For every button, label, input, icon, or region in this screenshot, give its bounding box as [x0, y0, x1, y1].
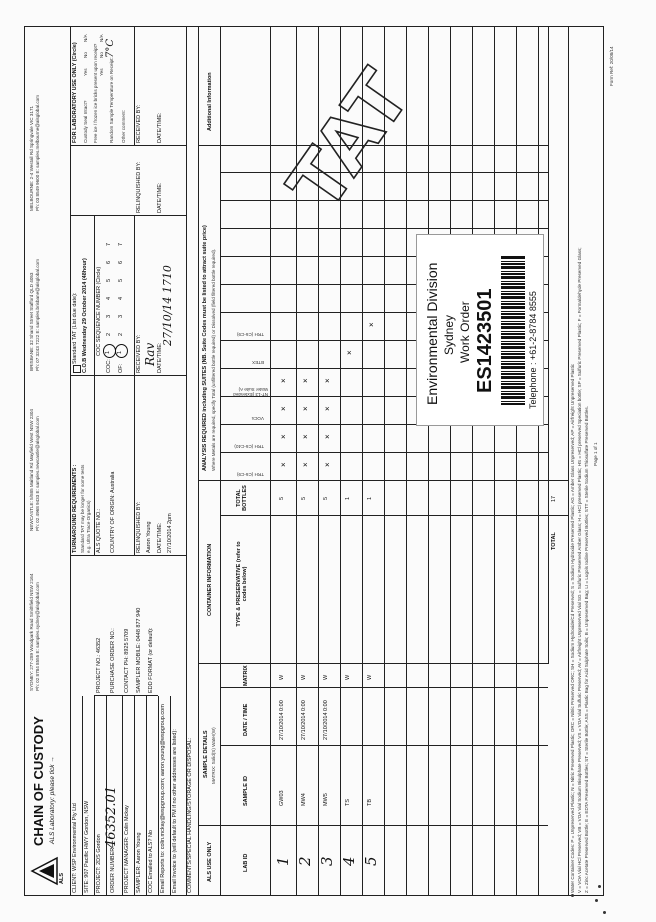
- container-codes: Water Container Codes: P = Unpreserved Plastic; N = Nitric Preserved Plastic; ORC = Nitric Preserved ORC; SH = Sodium Hydroxide/Cd Preserved; S = Sodium Hydroxide Preserved Plastic; AG = Amber Glass Unpreserved; AP = Airfreight Unpreserved Plastic: [570, 363, 575, 893]
- date-time-label: DATE/TIME:: [157, 522, 163, 553]
- container-info: CONTAINER INFORMATION: [207, 543, 213, 616]
- standard-tat-label: Standard TAT (List due date):: [72, 292, 78, 364]
- sampler: SAMPLER: Aaron Young: [136, 832, 142, 893]
- stamp-work-order: ES1423501: [474, 288, 496, 393]
- order-number-handwritten: 46352.01: [104, 785, 119, 848]
- coc-emailed: COC Emailed to ALS? No: [148, 830, 154, 893]
- stamp-division: Environmental Division: [424, 262, 440, 405]
- project: PROJECT: 2DS Gordon: [96, 834, 102, 893]
- contact-ph: CONTACT PH: 8925 5709: [124, 628, 130, 693]
- lab-use-block: FOR LABORATORY USE ONLY (Circle) Custody Seal Intact? Yes No N/A Free ice / frozen ice bricks present upon receipt? Yes No N/A Random Sample Temperature on Receipt: 7°C Other comment: RECEIVED BY: DATE/TIME:: [70, 26, 186, 146]
- turnaround-block: TURNAROUND REQUIREMENTS : Standard TAT may be longer for some tests e.g. Ultra Trace Organics) ALS QUOTE NO.: COUNTRY OF ORIGIN: Australia RELINQUISHED BY: Aaron Young DATE/TIME: 27/10/2014 2pm: [70, 376, 186, 556]
- analysis-col-6: TRH (C6-C9): [236, 332, 264, 337]
- als-quote: ALS QUOTE NO.:: [96, 508, 102, 553]
- relinquish-block-2: RELINQUISHED BY: DATE/TIME:: [70, 146, 186, 216]
- sample-id: GW03: [279, 790, 285, 806]
- total-value: 17: [551, 495, 557, 502]
- lab-id: 1: [274, 856, 292, 866]
- matrix: W: [323, 674, 329, 680]
- lab-id: 3: [318, 856, 336, 866]
- project-manager: PROJECT MANAGER: Colin Mckay: [124, 805, 130, 893]
- analysis-mark: ×: [301, 434, 310, 439]
- analysis-mark: ×: [323, 378, 332, 383]
- barcode: [501, 255, 525, 405]
- analysis-mark: ×: [301, 406, 310, 411]
- als-logo: [30, 856, 60, 886]
- sample-id: TB: [367, 798, 373, 806]
- analysis-mark: ×: [279, 378, 288, 383]
- als-use-only: ALS USE ONLY: [207, 841, 213, 882]
- relinquished-by-label: RELINQUISHED BY:: [136, 501, 142, 553]
- standard-tat-checkbox[interactable]: [73, 365, 81, 373]
- chain-of-custody-form: ALS CHAIN OF CUSTODY ALS Laboratory: please tick → SYDNEY: 277-289 Woodpark Road Smithfield NSW 2164 Ph: 02 8784 8555 E: samples.sydney@alsglobal.com NEWCASTLE: 5/585 Maitland Rd Mayfield West NSW 2304 Ph: 02 4968 9433 E: samples.newcastle@alsglobal.com BRISBANE: 32 Shand Street Stafford QLD 4053 Ph: 07 3243 7222 E: samples.brisbane@alsglobal.com MELBOURNE: 2-4 Westall Rd Springvale VIC 3171 Ph: 03 8549 9600 E: samples.melbourne@alsglobal.com CLIENT: WSP Environmental Pty Ltd SITE: 907 Pacific HWY Gordon, NSW PROJECT: 2DS Gordon ORDER NUMBER: 46352.01 PROJECT MANAGER: Colin Mckay SAMPLER: Aaron Young COC Emailed to ALS? No Email Reports to: colin.mckay@wspgroup.com; aaron.young@wspgroup.com Email Invoice to (will default to PM if no other addresses are listed): PROJECT NO.: 46352 PURCHASE ORDER NO.: CONTACT PH: 8925 5709 SAMPLER MOBILE: 0448 877 940 EDD FORMAT (or default): TURNAROUND REQUIREMENTS : Standard TAT may be longer for some tests e.g. Ultra Trace Organics) ALS QUOTE NO.: COUNTRY OF ORIGIN: Australia RELINQUISHED BY: Aaron Young DATE/TIME: 27/10/2014 2pm Standard TAT (List due date): C.O.B Wednesday 29 October 2014 (48hour) COC SEQUENCE NUMBER (Circle) COC: OF: 1 2 3 4 5 6 7 1 2 3 4 5 6 7 RECEIVED BY: Rav DATE/TIME: 27/10/14 1710 RELINQUISHED BY: DATE/TIME: FOR LABORATORY USE ONLY (Circle) Custody Seal Intact? Yes No N/A Free ice / frozen ice bricks present upon receipt? Yes No N/A Random Sample Temperature on Receipt: 7°C Other comment: RECEIVED BY: DATE/TIME: COMMENTS/SPECIAL HANDLING/STORAGE OR DISPOSAL: ALS USE ONLY SAMPLE DETAILS MATRIX: Solid(S) Water(W) CONTAINER INFORMATION ANALYSIS REQUIRED including SUITES (NB. Suite Codes must be listed to attract suite price) Where Metals are required, specify Total (unfiltered bottle required) or Dissolved (field filtered bottle required). Additional Information LAB ID SAMPLE ID DATE / TIME MATRIX TYPE & PRESERVATIVE (refer to codes below) TOTAL BOTTLES TRH (C6-C9) TRH (C6-C40) VOCs NT-13 (Extended Water Suite A) BTEX TRH (C6-C9) 1 GW03 27/10/2014 0:00 W 5 × × × × 2 MW4 27/10/2014 0:00 W 5 × × × × 3 MW5 27/10/2014 0:00 W 5 × × × × 4 TS W 1 × 5 TB W 1 × TOTAL 17 Water Container Codes: P = Unpreserved Plastic; N = Nitric Preserved Plastic; ORC = Nitric Preserved ORC; SH = Sodium Hydroxide/Cd Preserved; S = Sodium Hydroxide Preserved Plastic; AG = Amber Glass Unpreserved; AP = Airfreight Unpreserved Plastic V = VOA Vial HCl Preserved; VB = VOA Vial Sodium Bisulphate Preserved; VS = VOA Vial Sulfuric Preserved; AV = Airfreight Unpreserved Vial SG = Sulfuric Preserved Amber Glass; H = HCl preserved Plastic; HS = HCl preserved Speciation bottle; SP = Sulfuric Preserved Plastic; F = Formaldehyde Preserved Glass; Z = Zinc Acetate Preserved Bottle; E = EDTA Preserved Bottles; ST = Sterile Bottle; ASS = Plastic Bag for Acid Sulphate Soils; B = Unpreserved Bag; LI = Lugols Iodine Preserved Bottles; STT = Sterile Sodium Thiosulfate Preserved Bottles. Page 1 of 1 Form Ref: 20/08/14 Environmental Division Sydney Work Order ES1423501 Telephone : +61-2-8784 8555 TAT: [24, 26, 624, 896]
- edd-format: EDD FORMAT (or default):: [148, 627, 154, 693]
- temperature-value: 7°C: [105, 38, 116, 58]
- bottle-count: 1: [367, 496, 373, 500]
- analysis-mark: ×: [279, 462, 288, 467]
- analysis-mark: ×: [345, 350, 354, 355]
- lab-id: 5: [362, 856, 380, 866]
- email-reports: Email Reports to: colin.mckay@wspgroup.com; aaron.young@wspgroup.com: [160, 704, 166, 893]
- analysis-title: ANALYSIS REQUIRED including SUITES (NB. Suite Codes must be listed to attract suite price): [202, 225, 208, 471]
- form-ref: Form Ref: 20/08/14: [609, 46, 614, 86]
- analysis-mark: ×: [367, 322, 376, 327]
- matrix: W: [301, 674, 307, 680]
- lab-use-title: FOR LABORATORY USE ONLY (Circle): [72, 42, 78, 143]
- sample-datetime: 27/10/2014 0:00: [279, 700, 285, 740]
- relinquished-datetime: 27/10/2014 2pm: [167, 513, 173, 553]
- sample-details: SAMPLE DETAILS: [203, 730, 209, 778]
- country-origin: COUNTRY OF ORIGIN: Australia: [110, 471, 116, 553]
- stamp-telephone: Telephone : +61-2-8784 8555: [528, 291, 538, 409]
- analysis-mark: ×: [323, 406, 332, 411]
- coc-sequence-label: COC SEQUENCE NUMBER (Circle): [96, 266, 102, 356]
- lab-addresses: SYDNEY: 277-289 Woodpark Road Smithfield NSW 2164 Ph: 02 8784 8555 E: samples.sydney@alsglobal.com NEWCASTLE: 5/585 Maitland Rd Mayfield West NSW 2304 Ph: 02 4968 9433 E: samples.newcastle@alsglobal.com BRISBANE: 32 Shand Street Stafford QLD 4053 Ph: 07 3243 7222 E: samples.brisbane@alsglobal.com MELBOURNE: 2-4 Westall Rd Springvale VIC 3171 Ph: 03 8549 9600 E: samples.melbourne@alsglobal.com: [29, 94, 40, 691]
- turnaround-title: TURNAROUND REQUIREMENTS :: [72, 464, 78, 553]
- tat-block: Standard TAT (List due date): C.O.B Wednesday 29 October 2014 (48hour) COC SEQUENCE NUMBER (Circle) COC: OF: 1 2 3 4 5 6 7 1 2 3 4 5 6 7 RECEIVED BY: Rav DATE/TIME: 27/10/14 1710: [70, 216, 186, 376]
- sample-datetime: 27/10/2014 0:00: [301, 700, 307, 740]
- email-invoice: Email Invoice to (will default to PM if no other addresses are listed):: [172, 729, 178, 893]
- col-matrix: MATRIX: [243, 665, 249, 686]
- analysis-mark: ×: [301, 462, 310, 467]
- stamp-city: Sydney: [442, 314, 456, 355]
- analysis-mark: ×: [279, 434, 288, 439]
- site: SITE: 907 Pacific HWY Gordon, NSW: [84, 800, 90, 893]
- matrix: W: [345, 674, 351, 680]
- stamp-work-order-label: Work Order: [458, 301, 472, 363]
- lab-id: 2: [296, 856, 314, 866]
- tat-handwritten: TAT: [272, 55, 427, 226]
- lab-id: 4: [340, 856, 358, 866]
- coc-sequence-numbers: 1 2 3 4 5 6 7 1 2 3 4 5 6 7: [106, 224, 130, 354]
- page-number: Page 1 of 1: [593, 442, 598, 466]
- relinquished-name: Aaron Young: [146, 521, 152, 553]
- bottle-count: 5: [279, 496, 285, 500]
- col-type-preservative: TYPE & PRESERVATIVE (refer to codes below): [236, 541, 248, 627]
- analysis-mark: ×: [301, 378, 310, 383]
- sampler-mobile: SAMPLER MOBILE: 0448 877 940: [136, 607, 142, 693]
- due-date: C.O.B Wednesday 29 October 2014 (48hour): [82, 258, 88, 373]
- col-lab-id: LAB ID: [243, 853, 249, 872]
- page-title: CHAIN OF CUSTODY: [31, 716, 46, 846]
- analysis-mark: ×: [323, 462, 332, 467]
- analysis-mark: ×: [323, 434, 332, 439]
- received-datetime-handwritten: 27/10/14 1710: [161, 265, 174, 346]
- matrix: W: [279, 674, 285, 680]
- client-name: CLIENT: WSP Environmental Pty Ltd: [72, 803, 78, 893]
- sample-datetime: 27/10/2014 0:00: [323, 700, 329, 740]
- circle-mark: [115, 344, 128, 358]
- col-sample-id: SAMPLE ID: [243, 776, 249, 806]
- work-order-stamp: [416, 234, 544, 426]
- sample-id: TS: [345, 798, 351, 806]
- page-subtitle: ALS Laboratory: please tick →: [49, 756, 56, 844]
- analysis-col-1: TRH (C6-C9): [236, 472, 264, 477]
- bottle-count: 1: [345, 496, 351, 500]
- client-info-middle: [70, 556, 186, 696]
- bottle-count: 5: [301, 496, 307, 500]
- analysis-col-5: BTEX: [252, 360, 264, 365]
- col-date-time: DATE / TIME: [243, 703, 249, 736]
- comments: COMMENTS/SPECIAL HANDLING/STORAGE OR DISPOSAL:: [187, 737, 193, 893]
- analysis-mark: ×: [279, 406, 288, 411]
- received-by-label: RECEIVED BY:: [136, 334, 142, 373]
- total-label: TOTAL: [551, 532, 557, 550]
- purchase-order: PURCHASE ORDER NO.:: [110, 628, 116, 693]
- analysis-col-4: NT-13 (Extended Water Suite A): [233, 387, 268, 397]
- logo-text: ALS: [59, 873, 65, 884]
- order-number-label: ORDER NUMBER:: [110, 846, 116, 893]
- sample-id: MW5: [323, 793, 329, 806]
- matrix: W: [367, 674, 373, 680]
- col-total-bottles: TOTAL BOTTLES: [236, 485, 248, 511]
- additional-info: Additional Information: [207, 72, 213, 131]
- analysis-col-3: VOCs: [251, 416, 264, 421]
- received-signature: Rav: [143, 342, 157, 366]
- sample-id: MW4: [301, 793, 307, 806]
- analysis-col-2: TRH (C6-C40): [234, 444, 264, 449]
- bottle-count: 5: [323, 496, 329, 500]
- client-info: [70, 696, 186, 896]
- project-no: PROJECT NO.: 46352: [96, 637, 102, 693]
